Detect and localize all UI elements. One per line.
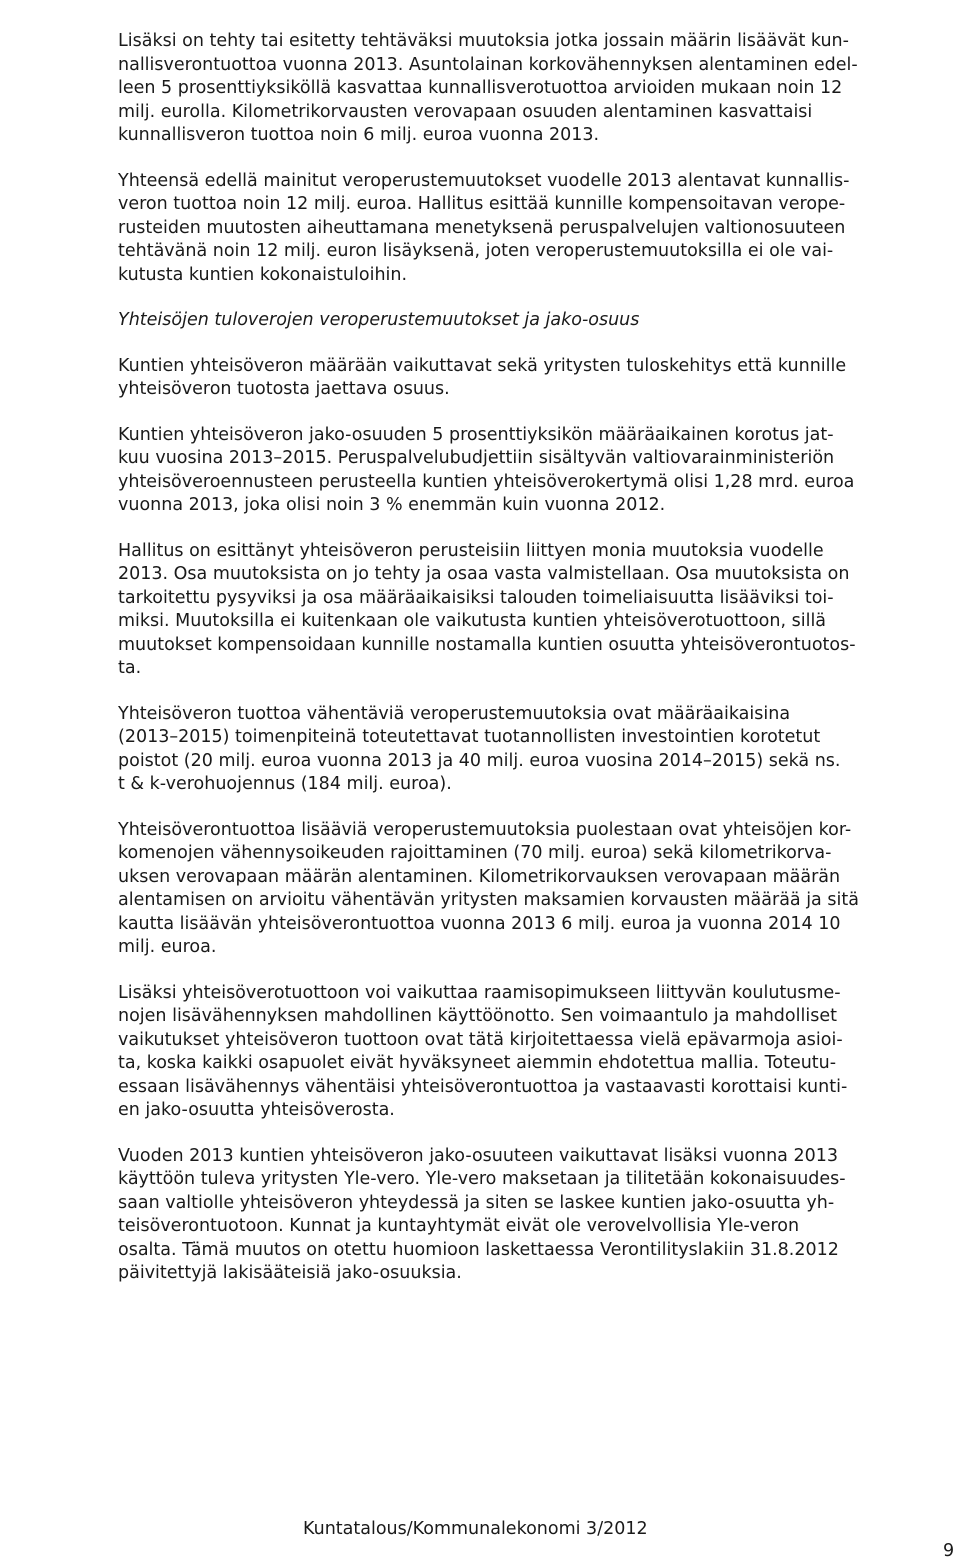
text-line: Hallitus on esittänyt yhteisöveron perusteisiin liittyen monia muutoksia vuodelle	[118, 540, 824, 561]
text-line: tarkoitettu pysyviksi ja osa määräaikaisiksi talouden toimeliaisuutta lisääviksi toi-	[118, 587, 834, 608]
text-line: essaan lisävähennys vähentäisi yhteisöverontuottoa ja vastaavasti korottaisi kunti-	[118, 1076, 848, 1097]
text-line: 2013. Osa muutoksista on jo tehty ja osaa vasta valmistellaan. Osa muutoksista on	[118, 564, 850, 584]
text-line: miksi. Muutoksilla ei kuitenkaan ole vaikutusta kuntien yhteisöverotuottoon, sillä	[118, 611, 827, 631]
text-line: yhteisöveroennusteen perusteella kuntien yhteisöverokertymä olisi 1,28 mrd. euroa	[118, 471, 855, 492]
text-line: veron tuottoa noin 12 milj. euroa. Hallitus esittää kunnille kompensoitavan verope-	[118, 194, 846, 214]
paragraph-government-changes	[118, 540, 950, 681]
page-footer	[303, 1496, 953, 1562]
paragraph-intro	[118, 30, 950, 148]
text-line: milj. eurolla. Kilometrikorvausten verovapaan osuuden alentaminen kasvattaisi	[118, 101, 813, 122]
text-line: Lisäksi on tehty tai esitetty tehtäväksi muutoksia jotka jossain määrin lisäävät kun-	[118, 31, 849, 51]
text-line: Yhteisöveron tuottoa vähentäviä veroperustemuutoksia ovat määräaikaisina	[118, 703, 791, 724]
text-line: (2013–2015) toimenpiteinä toteutettavat tuotannollisten investointien korotetut	[118, 727, 821, 747]
paragraph-corporate-tax-amount	[118, 355, 950, 402]
paragraph-summary	[118, 170, 950, 288]
text-line: yhteisöveron tuotosta jaettava osuus.	[118, 379, 450, 399]
text-line: muutokset kompensoidaan kunnille nostamalla kuntien osuutta yhteisöverontuotos-	[118, 634, 856, 655]
text-line: kuu vuosina 2013–2015. Peruspalvelubudjettiin sisältyvän valtiovarainministeriön	[118, 448, 835, 468]
text-line: Lisäksi yhteisöverotuottoon voi vaikuttaa raamisopimukseen liittyvän koulutusme-	[118, 982, 841, 1003]
text-line: Yhteensä edellä mainitut veroperustemuutokset vuodelle 2013 alentavat kunnallis-	[118, 170, 850, 191]
text-line: Vuoden 2013 kuntien yhteisöveron jako-osuuteen vaikuttavat lisäksi vuonna 2013	[118, 1145, 838, 1166]
text-line: nojen lisävähennyksen mahdollinen käyttöönotto. Sen voimaantulo ja mahdolliset	[118, 1006, 837, 1026]
section-heading: Yhteisöjen tuloverojen veroperustemuutokset ja jako-osuus	[118, 310, 640, 330]
paragraph-reducing-changes	[118, 703, 950, 797]
text-line: vaikutukset yhteisöveron tuottoon ovat tätä kirjoitettaessa vielä epävarmoja asioi-	[118, 1029, 843, 1050]
text-line: poistot (20 milj. euroa vuonna 2013 ja 40 milj. euroa vuosina 2014–2015) sekä ns.	[118, 750, 841, 771]
text-line: kautta lisäävän yhteisöverontuottoa vuonna 2013 6 milj. euroa ja vuonna 2014 10	[118, 913, 841, 934]
paragraph-increasing-changes	[118, 819, 950, 960]
text-line: ta, koska kaikki osapuolet eivät hyväksyneet aiemmin ehdotettua mallia. Toteutu-	[118, 1053, 837, 1073]
text-line: kunnallisveron tuottoa noin 6 milj. euroa vuonna 2013.	[118, 125, 600, 145]
paragraph-training-deduction	[118, 982, 950, 1123]
text-line: ta.	[118, 658, 142, 678]
text-line: tehtävänä noin 12 milj. euron lisäyksenä, joten veroperustemuutoksilla ei ole vai-	[118, 241, 834, 261]
paragraph-yle-tax	[118, 1145, 950, 1286]
text-line: vuonna 2013, joka olisi noin 3 % enemmän kuin vuonna 2012.	[118, 495, 666, 515]
text-line: rusteiden muutosten aiheuttamana menetyksenä peruspalvelujen valtionosuuteen	[118, 217, 846, 238]
text-line: nallisverontuottoa vuonna 2013. Asuntolainan korkovähennyksen alentaminen edel-	[118, 54, 858, 75]
text-line: saan valtiolle yhteisöveron yhteydessä ja siten se laskee kuntien jako-osuutta yh-	[118, 1192, 835, 1213]
text-line: alentamisen on arvioitu vähentävän yritysten maksamien korvausten määrää ja sitä	[118, 890, 859, 910]
text-line: osalta. Tämä muutos on otettu huomioon laskettaessa Verontilityslakiin 31.8.2012	[118, 1239, 839, 1260]
text-line: komenojen vähennysoikeuden rajoittaminen (70 milj. euroa) sekä kilometrikorva-	[118, 843, 832, 863]
text-line: en jako-osuutta yhteisöverosta.	[118, 1100, 395, 1120]
text-line: käyttöön tuleva yritysten Yle-vero. Yle-vero maksetaan ja tilitetään kokonaisuudes-	[118, 1169, 846, 1189]
text-line: leen 5 prosenttiyksiköllä kasvattaa kunnallisverotuottoa arvioiden mukaan noin 12	[118, 78, 843, 98]
text-line: Yhteisöverontuottoa lisääviä veroperustemuutoksia puolestaan ovat yhteisöjen kor-	[118, 819, 852, 840]
document-body	[118, 30, 950, 1308]
paragraph-share-increase	[118, 424, 950, 518]
text-line: t & k-verohuojennus (184 milj. euroa).	[118, 774, 452, 794]
page-number: 9	[943, 1541, 955, 1561]
text-line: kutusta kuntien kokonaistuloihin.	[118, 264, 408, 285]
text-line: Kuntien yhteisöveron jako-osuuden 5 prosenttiyksikön määräaikainen korotus jat-	[118, 424, 834, 445]
text-line: päivitettyjä lakisääteisiä jako-osuuksia.	[118, 1263, 462, 1283]
text-line: teisöverontuotoon. Kunnat ja kuntayhtymät eivät ole verovelvollisia Yle-veron	[118, 1216, 800, 1236]
text-line: milj. euroa.	[118, 937, 217, 957]
text-line: Kuntien yhteisöveron määrään vaikuttavat sekä yritysten tuloskehitys että kunnille	[118, 355, 847, 376]
publication-name: Kuntatalous/Kommunalekonomi 3/2012	[303, 1519, 648, 1539]
text-line: uksen verovapaan määrän alentaminen. Kilometrikorvauksen verovapaan määrän	[118, 866, 841, 887]
